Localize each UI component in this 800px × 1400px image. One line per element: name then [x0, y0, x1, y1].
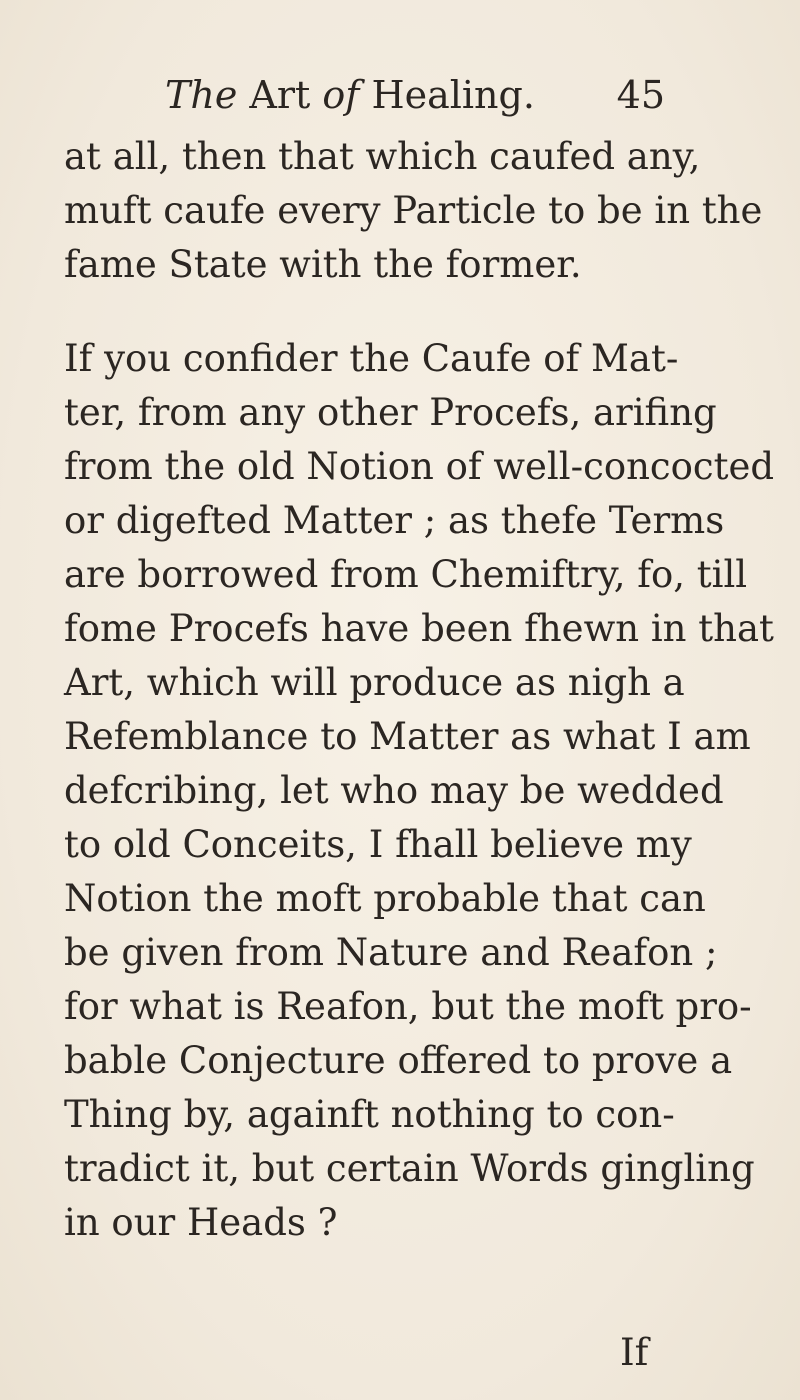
header-title-the: The	[165, 73, 238, 117]
text-line: from the old Notion of well-concocted	[64, 445, 775, 488]
text-line: muft caufe every Particle to be in the	[64, 189, 763, 232]
text-line: fame State with the former.	[64, 243, 582, 286]
running-header	[165, 70, 665, 120]
text-line: at all, then that which caufed any,	[64, 135, 701, 178]
text-line: in our Heads ?	[64, 1201, 338, 1244]
text-line: or digefted Matter ; as thefe Terms	[64, 499, 725, 542]
text-line: to old Conceits, I fhall believe my	[64, 823, 692, 866]
header-title-art: Art	[249, 73, 311, 117]
text-line: bable Conjecture offered to prove a	[64, 1039, 733, 1082]
text-line: fome Procefs have been fhewn in that	[64, 607, 774, 650]
text-line: Notion the moft probable that can	[64, 877, 706, 920]
text-line: defcribing, let who may be wedded	[64, 769, 724, 812]
text-line: Refemblance to Matter as what I am	[64, 715, 751, 758]
text-line: Thing by, againft nothing to con-	[64, 1093, 675, 1136]
header-title-healing: Healing.	[371, 73, 535, 117]
text-line: for what is Reafon, but the moft pro-	[64, 985, 752, 1028]
text-line: tradict it, but certain Words gingling	[64, 1147, 755, 1190]
page-number: 45	[616, 73, 665, 117]
text-line: be given from Nature and Reafon ;	[64, 931, 718, 974]
text-line: Art, which will produce as nigh a	[64, 661, 685, 704]
text-line: are borrowed from Chemiftry, fo, till	[64, 553, 748, 596]
paragraph-continuation	[64, 130, 763, 292]
text-line: ter, from any other Procefs, arifing	[64, 391, 717, 434]
header-title-of: of	[322, 73, 360, 117]
text-line: If you confider the Caufe of Mat-	[64, 337, 679, 380]
catchword: If	[620, 1331, 649, 1374]
paragraph-main	[64, 332, 775, 1250]
